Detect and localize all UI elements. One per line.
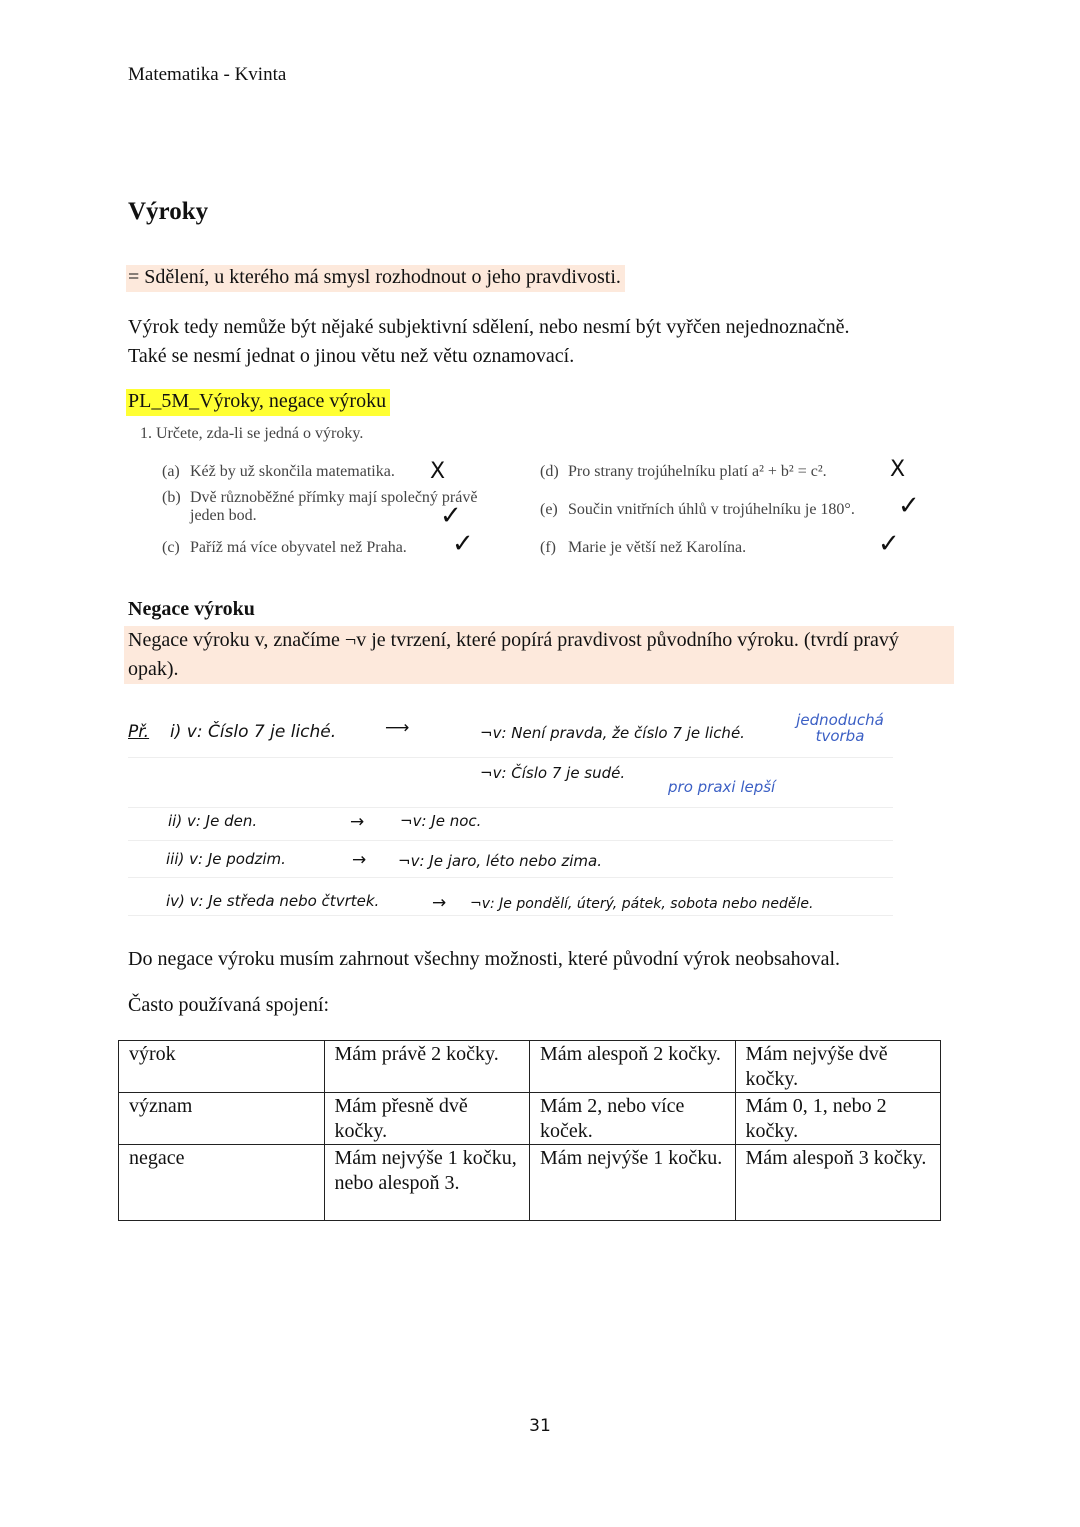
hw-negation: ¬v: Není pravda, že číslo 7 je liché. — [480, 724, 745, 742]
hw-note: jednoduchá tvorba — [796, 711, 884, 745]
table-cell: význam — [119, 1093, 325, 1145]
check-mark-icon: ✓ — [452, 529, 474, 559]
item-text: Marie je větší než Karolína. — [568, 539, 747, 556]
phrases-table — [118, 1040, 941, 1221]
exercise-item — [540, 501, 855, 519]
intro-paragraph — [128, 313, 968, 371]
exercise-question: 1. Určete, zda-li se jedná o výroky. — [140, 425, 364, 442]
cross-mark-icon: X — [890, 457, 906, 482]
table-row — [119, 1145, 941, 1221]
worksheet-label: PL_5M_Výroky, negace výroku — [126, 389, 390, 416]
table-cell: Mám alespoň 3 kočky. — [735, 1145, 941, 1221]
definition-highlight: = Sdělení, u kterého má smysl rozhodnout o jeho pravdivosti. — [126, 265, 625, 292]
hw-negation: ¬v: Je noc. — [400, 812, 482, 830]
check-mark-icon: ✓ — [878, 529, 900, 559]
hw-statement: ii) v: Je den. — [168, 812, 258, 830]
negation-definition: Negace výroku v, značíme ¬v je tvrzení, které popírá pravdivost původního výroku. (tvrdí pravý opak). — [128, 629, 899, 680]
hw-statement: i) v: Číslo 7 je liché. — [170, 722, 337, 742]
hw-note: pro praxi lepší — [668, 778, 776, 796]
item-text: jeden bod. — [190, 507, 257, 524]
section-heading: Negace výroku — [128, 598, 255, 620]
check-mark-icon: ✓ — [440, 501, 462, 531]
hw-negation: ¬v: Je jaro, léto nebo zima. — [398, 852, 602, 870]
item-text: Kéž by už skončila matematika. — [190, 463, 395, 480]
exercise-item — [162, 539, 407, 557]
item-label: (d) — [540, 463, 559, 480]
exercise-item — [540, 463, 827, 481]
table-cell: Mám 2, nebo více koček. — [530, 1093, 736, 1145]
item-label: (c) — [162, 539, 180, 556]
hw-statement: iv) v: Je středa nebo čtvrtek. — [166, 892, 380, 910]
paragraph-common-phrases: Často používaná spojení: — [128, 994, 330, 1016]
example-prefix: Př. — [128, 722, 150, 742]
table-cell: Mám alespoň 2 kočky. — [530, 1041, 736, 1093]
item-text: Součin vnitřních úhlů v trojúhelníku je 180°. — [568, 501, 855, 518]
exercise-item — [162, 489, 522, 525]
item-label: (e) — [540, 501, 558, 518]
check-mark-icon: ✓ — [898, 491, 920, 521]
exercise-item — [162, 463, 395, 481]
table-cell: Mám nejvýše dvě kočky. — [735, 1041, 941, 1093]
item-label: (b) — [162, 489, 181, 506]
item-text: Dvě různoběžné přímky mají společný právě — [190, 489, 478, 506]
table-cell: Mám přesně dvě kočky. — [324, 1093, 530, 1145]
exercise-item — [540, 539, 746, 557]
table-cell: Mám nejvýše 1 kočku. — [530, 1145, 736, 1221]
paragraph-line: Výrok tedy nemůže být nějaké subjektivní sdělení, nebo nesmí být vyřčen nejednoznačně. — [128, 316, 850, 338]
item-label: (f) — [540, 539, 556, 556]
table-cell: Mám právě 2 kočky. — [324, 1041, 530, 1093]
arrow-icon: ⟶ — [385, 718, 410, 738]
table-cell: Mám 0, 1, nebo 2 kočky. — [735, 1093, 941, 1145]
item-text: Paříž má více obyvatel než Praha. — [190, 539, 407, 556]
table-row — [119, 1093, 941, 1145]
ruled-line — [128, 757, 893, 758]
arrow-icon: → — [432, 893, 447, 913]
paragraph-negation-rule: Do negace výroku musím zahrnout všechny možnosti, které původní výrok neobsahoval. — [128, 948, 841, 970]
hw-negation: ¬v: Číslo 7 je sudé. — [480, 764, 626, 782]
cross-mark-icon: X — [430, 459, 446, 484]
table-cell: výrok — [119, 1041, 325, 1093]
ruled-line — [128, 807, 893, 808]
item-text: Pro strany trojúhelníku platí a² + b² = c². — [568, 463, 827, 480]
hw-negation: ¬v: Je pondělí, úterý, pátek, sobota nebo neděle. — [470, 896, 814, 912]
ruled-line — [128, 915, 893, 916]
page-number: 31 — [529, 1416, 551, 1436]
table-cell: negace — [119, 1145, 325, 1221]
page-title: Výroky — [128, 198, 209, 225]
hw-statement: iii) v: Je podzim. — [166, 850, 286, 868]
arrow-icon: → — [350, 812, 365, 832]
ruled-line — [128, 840, 893, 841]
page-header: Matematika - Kvinta — [128, 64, 287, 85]
arrow-icon: → — [352, 850, 367, 870]
table-cell: Mám nejvýše 1 kočku, nebo alespoň 3. — [324, 1145, 530, 1221]
ruled-line — [128, 877, 893, 878]
item-label: (a) — [162, 463, 180, 480]
paragraph-line: Také se nesmí jednat o jinou větu než větu oznamovací. — [128, 345, 575, 367]
table-row — [119, 1041, 941, 1093]
